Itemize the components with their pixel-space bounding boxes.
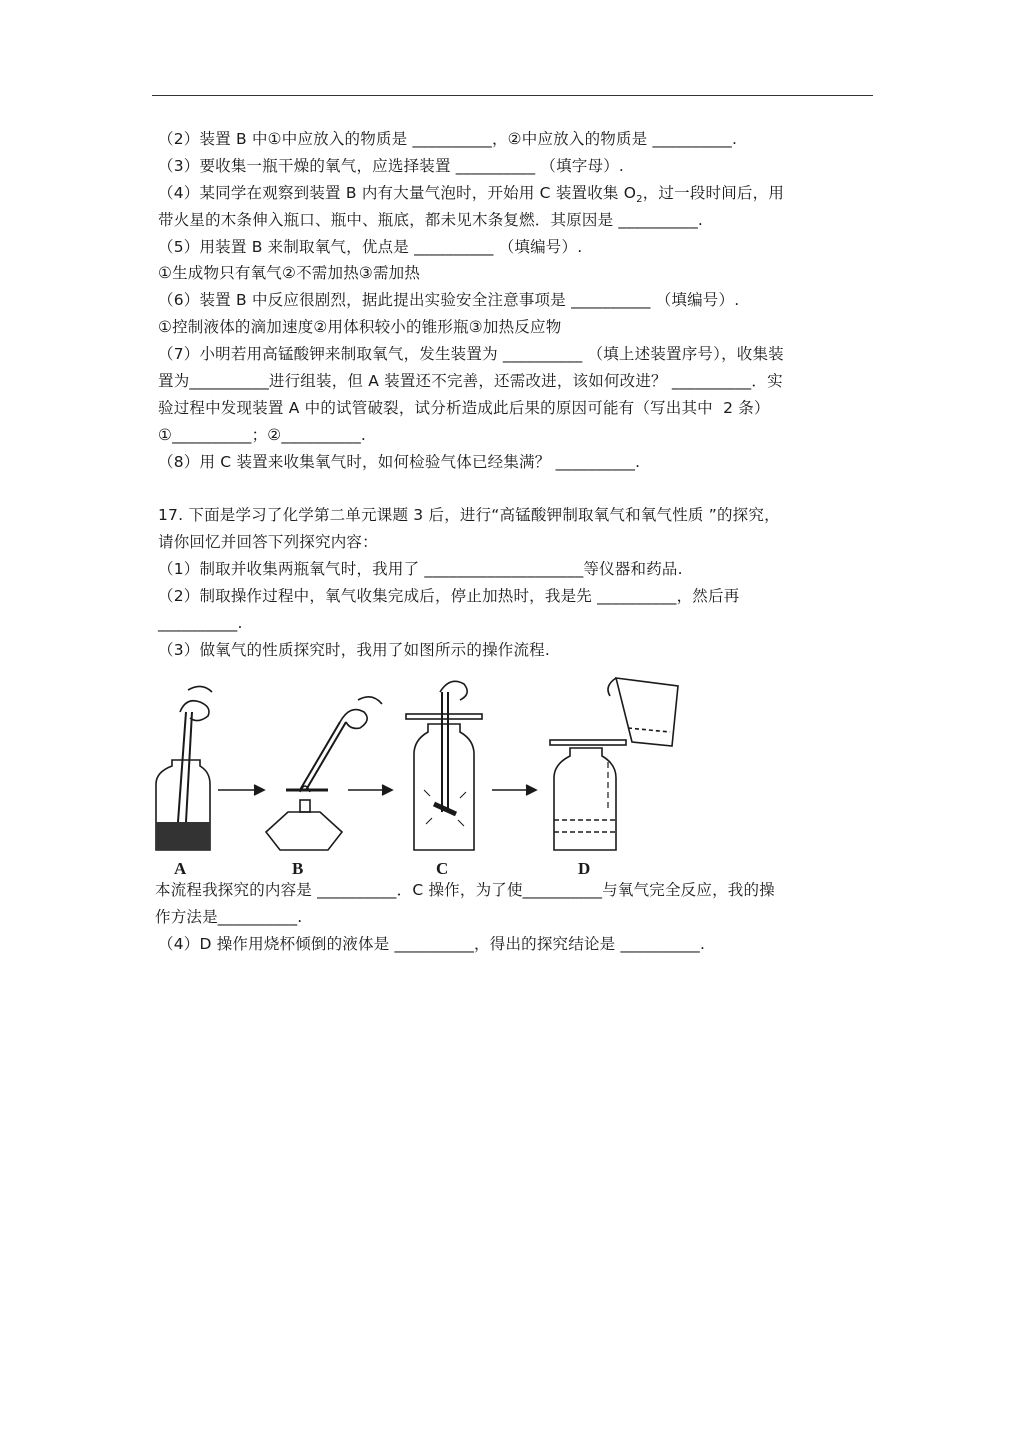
q17-intro-line2: 请你回忆并回答下列探究内容： (158, 533, 378, 551)
subscript-2: 2 (636, 194, 643, 206)
arrow-icon-1 (218, 785, 264, 795)
q16-part4-line2: 带火星的木条伸入瓶口、瓶中、瓶底，都未见木条复燃．其原因是 __________. (158, 211, 704, 229)
q17-part3-answer-line1: 本流程我探究的内容是 __________．C 操作，为了使__________与氧气完全反应，我的操 (155, 881, 775, 899)
q16-part7-line1: （7）小明若用高锰酸钾来制取氧气，发生装置为 __________ （填上述装置序号），收集装 (158, 345, 784, 363)
arrow-icon-3 (492, 785, 536, 795)
beaker-icon (608, 678, 678, 746)
experiment-flow-figure (150, 672, 690, 882)
q17-part3-answer-line2: 作方法是__________. (155, 908, 303, 926)
q17-part4: （4）D 操作用烧杯倾倒的液体是 __________，得出的探究结论是 __________. (158, 935, 706, 953)
figure-label-a: A (174, 859, 187, 878)
q17-part3: （3）做氧气的性质探究时，我用了如图所示的操作流程. (158, 641, 550, 659)
q16-part2: （2）装置 B 中①中应放入的物质是 __________，②中应放入的物质是 __________. (158, 130, 738, 148)
figure-label-c: C (436, 859, 449, 878)
q17-intro-line1: 17. 下面是学习了化学第二单元课题 3 后，进行“高锰酸钾制取氧气和氧气性质 ”的探究， (158, 506, 780, 524)
q16-part7-line2: 置为__________进行组装，但 A 装置还不完善，还需改进，该如何改进？ __________．实 (158, 372, 783, 390)
q17-part2-line2: __________. (158, 614, 243, 632)
q16-part6: （6）装置 B 中反应很剧烈，据此提出实验安全注意事项是 __________ （填编号）. (158, 291, 740, 309)
figure-label-b: B (292, 859, 304, 878)
q17-part1: （1）制取并收集两瓶氧气时，我用了 ____________________等仪器和药品. (158, 560, 683, 578)
q16-part4-text-b: ，过一段时间后，用 (642, 184, 785, 202)
q16-part5: （5）用装置 B 来制取氧气，优点是 __________ （填编号）. (158, 238, 583, 256)
q16-part3: （3）要收集一瓶干燥的氧气，应选择装置 __________ （填字母）. (158, 157, 625, 175)
arrow-icon-2 (348, 785, 392, 795)
q17-part2-line1: （2）制取操作过程中，氧气收集完成后，停止加热时，我是先 __________，然后再 (158, 587, 740, 605)
q16-part8: （8）用 C 装置来收集氧气时，如何检验气体已经集满？ __________. (158, 453, 641, 471)
q16-part4-text-a: （4）某同学在观察到装置 B 内有大量气泡时，开始用 C 装置收集 O (158, 184, 637, 202)
q16-part5-options: ①生成物只有氧气②不需加热③需加热 (158, 264, 421, 282)
header-rule (152, 95, 873, 96)
figure-label-d: D (578, 859, 591, 878)
q16-part7-line3: 验过程中发现装置 A 中的试管破裂，试分析造成此后果的原因可能有（写出其中 2 条） (158, 399, 770, 417)
q16-part6-options: ①控制液体的滴加速度②用体积较小的锥形瓶③加热反应物 (158, 318, 562, 336)
q16-part7-line4: ①__________；②__________. (158, 426, 367, 444)
step-c-bottle-icon (406, 681, 482, 850)
q16-part4-line1 (158, 183, 784, 210)
step-d-bottle-icon (550, 740, 626, 850)
step-b-lamp-icon (266, 697, 382, 850)
step-a-bottle-icon (156, 686, 212, 850)
